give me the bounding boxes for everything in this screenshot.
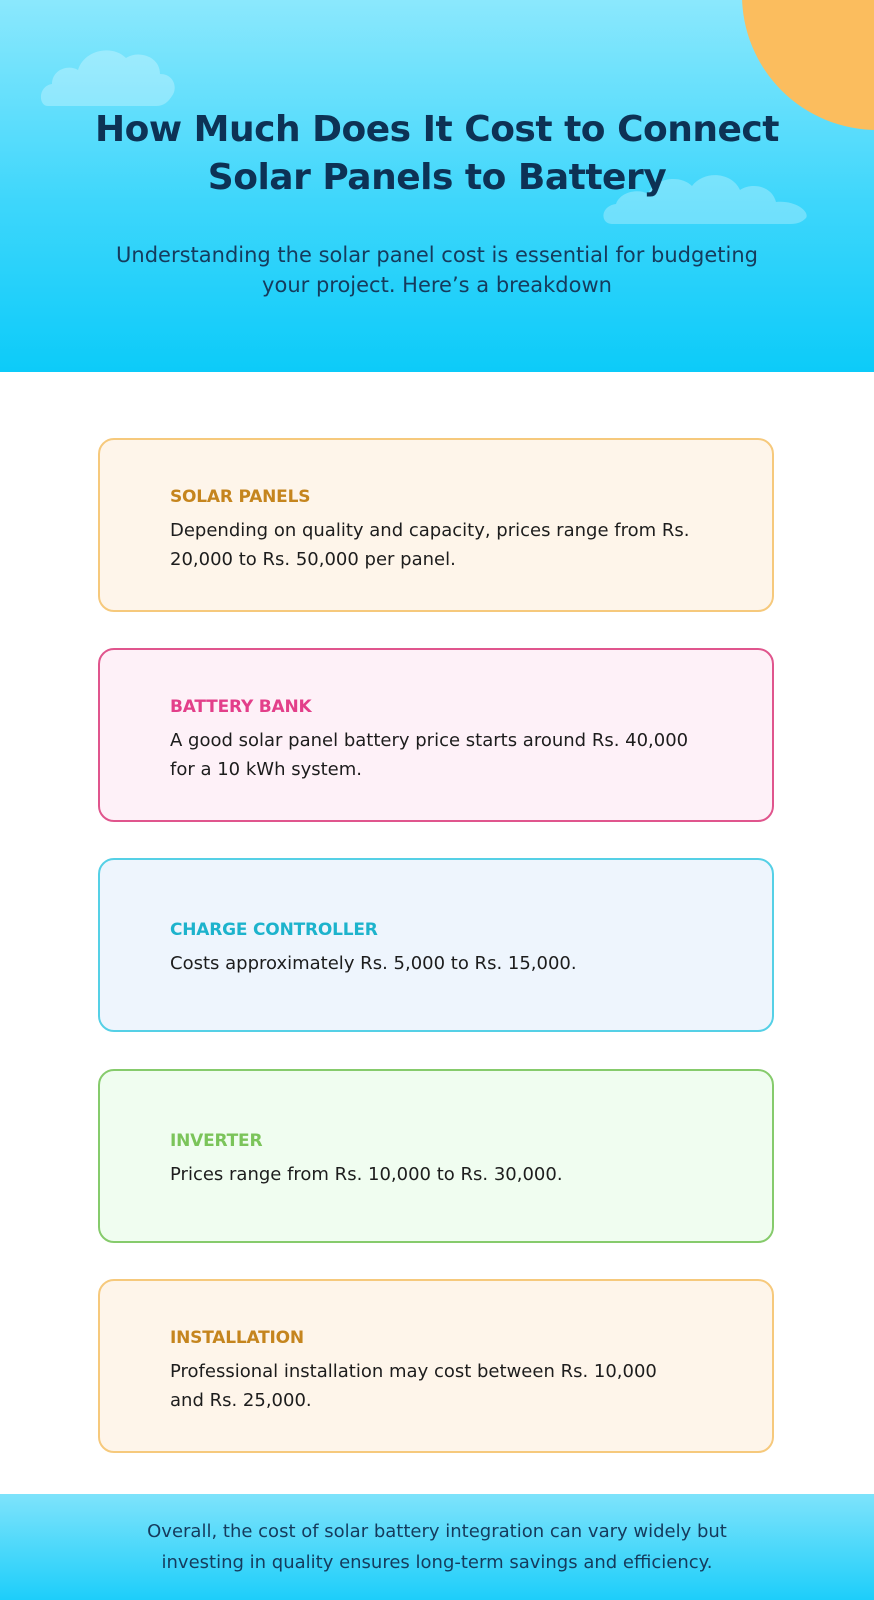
footer-summary bbox=[60, 1516, 814, 1578]
card-description: Professional installation may cost between Rs. 10,000 and Rs. 25,000. bbox=[170, 1361, 657, 1411]
page-title bbox=[0, 106, 874, 202]
cost-card-inverter bbox=[98, 1069, 774, 1243]
card-description: Costs approximately Rs. 5,000 to Rs. 15,000. bbox=[170, 953, 577, 974]
card-heading: CHARGE CONTROLLER bbox=[170, 920, 378, 940]
card-heading: SOLAR PANELS bbox=[170, 487, 311, 507]
subtitle-line: Understanding the solar panel cost is essential for budgeting bbox=[116, 243, 758, 267]
page-subtitle bbox=[70, 240, 804, 300]
cost-card-solar-panels bbox=[98, 438, 774, 612]
cloud-icon bbox=[38, 40, 178, 106]
title-line: How Much Does It Cost to Connect bbox=[95, 109, 779, 150]
header-banner bbox=[0, 0, 874, 372]
footer-banner bbox=[0, 1494, 874, 1600]
card-description: Depending on quality and capacity, prices range from Rs. 20,000 to Rs. 50,000 per panel. bbox=[170, 520, 690, 570]
card-description: A good solar panel battery price starts around Rs. 40,000 for a 10 kWh system. bbox=[170, 730, 689, 780]
card-heading: BATTERY BANK bbox=[170, 697, 312, 717]
subtitle-line: your project. Here’s a breakdown bbox=[262, 273, 612, 297]
cost-card-installation bbox=[98, 1279, 774, 1453]
card-description: Prices range from Rs. 10,000 to Rs. 30,000. bbox=[170, 1164, 563, 1185]
card-heading: INVERTER bbox=[170, 1131, 263, 1151]
cost-card-charge-controller bbox=[98, 858, 774, 1032]
footer-line: investing in quality ensures long-term savings and efficiency. bbox=[161, 1552, 713, 1573]
footer-line: Overall, the cost of solar battery integration can vary widely but bbox=[147, 1521, 727, 1542]
cost-card-battery-bank bbox=[98, 648, 774, 822]
title-line: Solar Panels to Battery bbox=[207, 157, 667, 198]
card-heading: INSTALLATION bbox=[170, 1328, 304, 1348]
